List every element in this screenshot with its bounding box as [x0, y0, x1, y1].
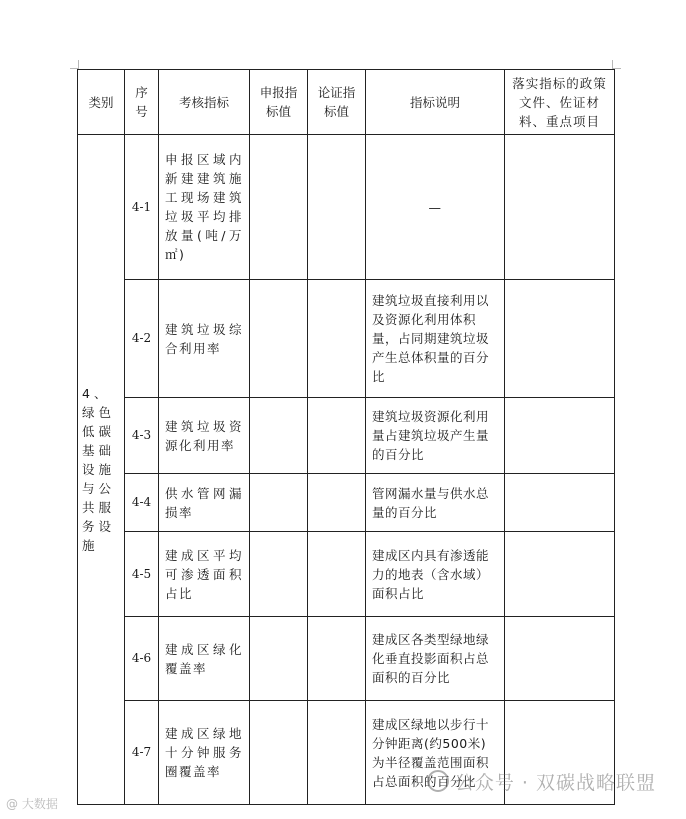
row-description: 建成区各类型绿地绿化垂直投影面积占总面积的百分比 [366, 617, 505, 701]
policy-cell [505, 398, 615, 474]
table-row [78, 135, 615, 280]
watermark-corner: @ 大数据 [6, 797, 58, 811]
reported-value-cell [250, 398, 308, 474]
policy-cell [505, 135, 615, 280]
policy-cell [505, 474, 615, 532]
header-verified: 论证指标值 [308, 70, 366, 135]
reported-value-cell [250, 280, 308, 398]
verified-value-cell [308, 135, 366, 280]
reported-value-cell [250, 135, 308, 280]
verified-value-cell [308, 398, 366, 474]
policy-cell [505, 532, 615, 617]
row-description: 建筑垃圾直接利用以及资源化利用体积量，占同期建筑垃圾产生总体积量的百分比 [366, 280, 505, 398]
header-category: 类别 [78, 70, 125, 135]
verified-value-cell [308, 701, 366, 805]
verified-value-cell [308, 474, 366, 532]
row-indicator: 申报区域内新建建筑施工现场建筑垃圾平均排放量(吨/万㎡) [159, 135, 250, 280]
page-corner-mark [612, 60, 621, 69]
row-no: 4-1 [125, 135, 159, 280]
indicator-table [77, 69, 615, 805]
watermark [427, 768, 656, 795]
header-description: 指标说明 [366, 70, 505, 135]
table-row [78, 280, 615, 398]
row-no: 4-4 [125, 474, 159, 532]
header-seq: 序号 [125, 70, 159, 135]
wechat-icon [427, 770, 449, 792]
category-cell: 4、绿色低碳基础设施与公共服务设施 [78, 135, 125, 805]
row-description: — [366, 135, 505, 280]
row-indicator: 建筑垃圾资源化利用率 [159, 398, 250, 474]
row-no: 4-7 [125, 701, 159, 805]
table-row [78, 398, 615, 474]
reported-value-cell [250, 617, 308, 701]
row-indicator: 建成区平均可渗透面积占比 [159, 532, 250, 617]
row-no: 4-5 [125, 532, 159, 617]
header-reported: 申报指标值 [250, 70, 308, 135]
table-row [78, 532, 615, 617]
reported-value-cell [250, 474, 308, 532]
row-no: 4-6 [125, 617, 159, 701]
watermark-text: 公众号 · 双碳战略联盟 [454, 772, 656, 794]
page-corner-mark [70, 60, 79, 69]
table-row [78, 474, 615, 532]
table-row [78, 617, 615, 701]
row-description: 管网漏水量与供水总量的百分比 [366, 474, 505, 532]
row-description: 建成区内具有渗透能力的地表（含水域）面积占比 [366, 532, 505, 617]
verified-value-cell [308, 280, 366, 398]
header-row [78, 70, 615, 135]
verified-value-cell [308, 617, 366, 701]
header-indicator: 考核指标 [159, 70, 250, 135]
row-indicator: 建筑垃圾综合利用率 [159, 280, 250, 398]
reported-value-cell [250, 532, 308, 617]
header-policy: 落实指标的政策文件、佐证材料、重点项目 [505, 70, 615, 135]
row-indicator: 建成区绿化覆盖率 [159, 617, 250, 701]
verified-value-cell [308, 532, 366, 617]
policy-cell [505, 617, 615, 701]
row-no: 4-2 [125, 280, 159, 398]
row-no: 4-3 [125, 398, 159, 474]
row-description: 建成区绿地以步行十分钟距离(约500米)为半径覆盖范围面积占总面积的百分比 [366, 701, 505, 805]
policy-cell [505, 280, 615, 398]
row-indicator: 供水管网漏损率 [159, 474, 250, 532]
reported-value-cell [250, 701, 308, 805]
row-description: 建筑垃圾资源化利用量占建筑垃圾产生量的百分比 [366, 398, 505, 474]
row-indicator: 建成区绿地十分钟服务圈覆盖率 [159, 701, 250, 805]
